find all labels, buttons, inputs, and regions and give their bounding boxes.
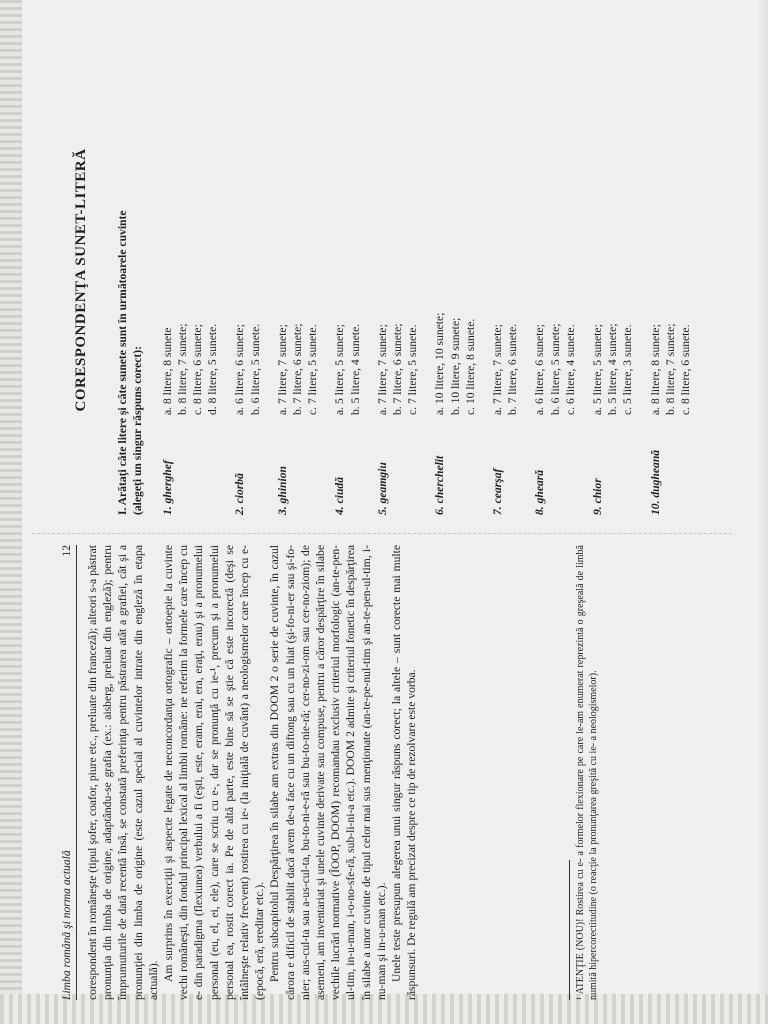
exercise-item xyxy=(232,45,262,515)
chapter-title: CORESPONDENŢA SUNET-LITERĂ xyxy=(73,148,89,412)
exercise-item xyxy=(648,45,694,515)
answer-option: c. 5 litere, 3 sunete. xyxy=(621,324,635,415)
scan-edge-right xyxy=(754,0,768,1024)
exercise-word: 7. cearşaf xyxy=(491,468,505,515)
answer-option: b. 8 litere, 7 sunete; xyxy=(175,323,189,415)
exercise-item xyxy=(160,45,221,515)
answer-option: b. 8 litere, 7 sunete; xyxy=(663,323,677,415)
exercise-options xyxy=(648,324,694,415)
exercise-word: 10. dugheană xyxy=(648,449,662,515)
exercise-options xyxy=(532,324,578,415)
exercise-options xyxy=(375,324,421,415)
answer-option: a. 7 litere, 7 sunete; xyxy=(375,324,389,415)
answer-option: c. 8 litere, 6 sunete; xyxy=(191,324,205,415)
exercise-word: 3. ghinion xyxy=(275,466,289,515)
exercise-word: 2. ciorbă xyxy=(233,473,247,515)
answer-option: c. 8 litere, 6 sunete. xyxy=(679,324,693,415)
answer-option: c. 10 litere, 8 sunete. xyxy=(463,318,477,415)
answer-option: d. 8 litere, 5 sunete. xyxy=(206,323,220,415)
exercise-subinstruction: (alegeţi un singur răspuns corect): xyxy=(131,346,145,515)
answer-option: b. 5 litere, 4 sunete. xyxy=(348,323,362,415)
answer-option: b. 10 litere, 9 sunete; xyxy=(448,317,462,415)
running-head-title: Limba română şi norma actuală xyxy=(59,850,73,1000)
answer-option: c. 6 litere, 4 sunete. xyxy=(563,324,577,415)
footnote: ¹ ATENŢIE (NOU)! Rostirea cu e- a formelor flexionare pe care le-am enumerat reprezintă o greşeală de limbă numită hipercorectitudine (o reacţie la pronunţarea greşită cu ie- a neologismelor). xyxy=(575,545,600,1000)
page-number: 12 xyxy=(59,545,73,557)
answer-option: a. 5 litere, 5 sunete; xyxy=(591,324,605,415)
answer-option: a. 8 litere, 8 sunete xyxy=(160,327,174,415)
exercise-list xyxy=(160,45,694,515)
answer-option: c. 7 litere, 5 sunete. xyxy=(306,324,320,415)
exercise-word: 6. cherchelit xyxy=(433,455,447,515)
paragraph: Pentru subcapitolul Despărţirea în silabe am extras din DOOM 2 o serie de cuvinte, în cazul cărora e dificil de stabilit dacă avem de-a face cu un diftong sau cu un hiat (şi-fo-ni-er sau şi-fo-nier; aus-cul-ta sau a-us-cul-ta, bu-to-ni-e-ră sau bu-to-nie-ră; cer-no-zi-om sau cer-no-ziom); de asemeni, am inventariat şi unele cuvinte derivate sau compuse, pentru a căror despărţire în silabe vechile lucrări normative (ÎOOP, DOOM) recomandau exclusiv criteriul morfologic (an-te-pen-ul-tim, in-u-man, i-o-no-sfe-ră, sub-li-ni-a etc.). DOOM 2 admite şi criteriul fonetic în despărţirea în silabe a unor cuvinte de tipul celor mai sus menţionate (an-te-pe-nul-tim şi an-te-pen-ul-tim, i-nu-man şi in-u-man etc.). xyxy=(268,545,388,1000)
footnote-separator xyxy=(569,860,570,1000)
exercise-item xyxy=(532,45,578,515)
exercise-item xyxy=(432,45,478,515)
exercise-item xyxy=(375,45,421,515)
exercise-word: 9. chior xyxy=(591,478,605,515)
answer-option: a. 7 litere, 7 sunete; xyxy=(275,324,289,415)
page-gutter xyxy=(32,525,732,534)
answer-option: b. 7 litere, 6 sunete. xyxy=(506,323,520,415)
answer-option: b. 6 litere, 5 sunete. xyxy=(248,323,262,415)
exercise-item xyxy=(275,45,321,515)
scan-edge-left xyxy=(0,0,22,1024)
answer-option: a. 7 litere, 7 sunete; xyxy=(491,324,505,415)
answer-option: b. 7 litere, 6 sunete; xyxy=(391,323,405,415)
answer-option: a. 10 litere, 10 sunete; xyxy=(433,312,447,415)
exercise-options xyxy=(490,324,520,415)
left-page xyxy=(32,545,732,1000)
exercise-word: 4. ciudă xyxy=(333,476,347,515)
exercise-item xyxy=(490,45,520,515)
answer-option: a. 6 litere, 6 sunete; xyxy=(533,324,547,415)
exercise-word: 5. geamgiu xyxy=(375,462,389,515)
exercise-options xyxy=(590,324,636,415)
right-page xyxy=(32,45,732,515)
exercise-options xyxy=(275,324,321,415)
answer-option: b. 7 litere, 6 sunete; xyxy=(291,323,305,415)
exercise-word: 1. gherghef xyxy=(160,460,174,515)
body-text xyxy=(85,545,419,1000)
answer-option: b. 6 litere, 5 sunete; xyxy=(548,323,562,415)
book-spread xyxy=(32,30,732,1000)
paragraph: Unele teste presupun alegerea unui singur răspuns corect; la altele – sunt corecte mai multe răspunsuri. De regulă am precizat despre ce tip de rezolvare este vorba. xyxy=(390,545,419,1000)
answer-option: a. 5 litere, 5 sunete; xyxy=(333,324,347,415)
answer-option: b. 5 litere, 4 sunete; xyxy=(606,323,620,415)
answer-option: a. 6 litere, 6 sunete; xyxy=(233,324,247,415)
exercise-word: 8. gheară xyxy=(533,469,547,515)
running-head xyxy=(52,545,77,1000)
answer-option: c. 7 litere, 5 sunete. xyxy=(406,324,420,415)
exercise-heading xyxy=(115,45,145,515)
answer-option: a. 8 litere, 8 sunete; xyxy=(648,324,662,415)
exercise-options xyxy=(432,313,478,415)
paragraph: corespondent în româneşte (tipul şofer, coafor, piure etc., preluate din franceză); alteori s-a păstrat pronunţia din limba de origine, adaptându-se grafia (ex.: aisberg, preluat din engleză); pentru împrumuturile de dată recentă însă, se constată preferinţa pentru păstrarea atât a grafiei, cât şi a pronunţiei din limba de origine (este cazul special al cuvintelor intrate din engleză în etapa actuală). xyxy=(86,545,160,1000)
exercise-item xyxy=(590,45,636,515)
paragraph: Am surprins în exerciţii şi aspecte legate de neconcordanţa ortografic – ortoepie la cuvinte vechi româneşti, din fondul principal lexical al limbii române: ne referim la formele care încep cu e- din paradigma (flexiunea) verbului a fi (eşti, este, eram, erai, era, eraţi, erau) şi a pronumelui personal (eu, el, ei, ele), care se scriu cu e-, dar se pronunţă cu ie-¹, precum şi a pronumelui personal ea, rostit corect ia. Pe de altă parte, este bine să se ştie că este incorectă (deşi se întâlneşte relativ frecvent) rostirea cu ie- (la iniţială de cuvânt) a neologismelor care încep cu e- (epocă, eră, ereditar etc.). xyxy=(162,545,267,1000)
exercise-options xyxy=(332,324,362,415)
exercise-item xyxy=(332,45,362,515)
exercise-instruction: I. Arătaţi câte litere şi câte sunete sunt în următoarele cuvinte xyxy=(116,210,130,515)
exercise-options xyxy=(160,324,221,415)
exercise-options xyxy=(232,324,262,415)
